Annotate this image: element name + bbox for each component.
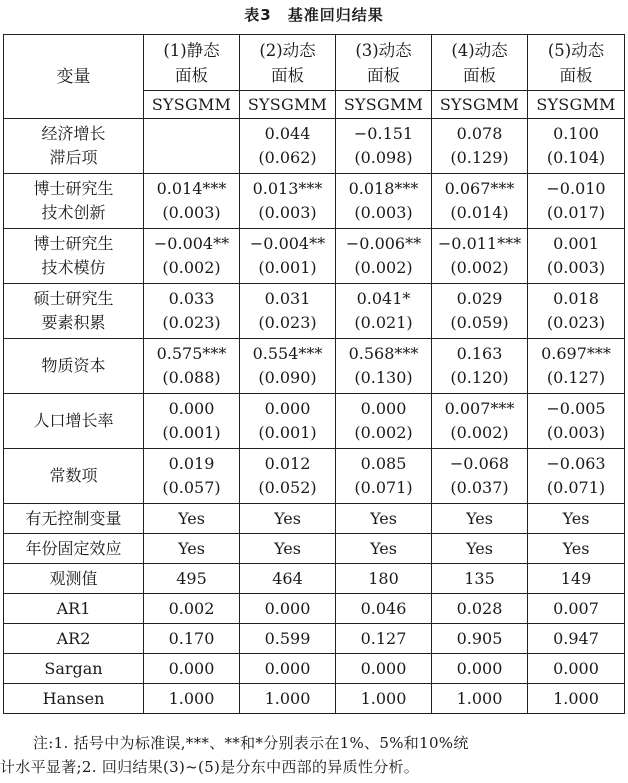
stat-cell: Yes: [144, 504, 240, 534]
stat-cell: 0.000: [240, 654, 336, 684]
method-cell: SYSGMM: [528, 91, 625, 119]
column-header-row: [4, 35, 625, 91]
stat-cell: 1.000: [240, 684, 336, 714]
column-header-2: (2)动态 面板: [240, 35, 336, 91]
row-label: Sargan: [4, 654, 144, 684]
table-row: [4, 119, 625, 174]
row-label: 博士研究生 技术创新: [4, 174, 144, 229]
stat-cell: Yes: [240, 534, 336, 564]
stat-cell: Yes: [240, 504, 336, 534]
coef-cell: 0.575*** (0.088): [144, 339, 240, 394]
row-label: 硕士研究生 要素积累: [4, 284, 144, 339]
row-label: 博士研究生 技术模仿: [4, 229, 144, 284]
stat-cell: Yes: [528, 534, 625, 564]
coef-cell: −0.006** (0.002): [336, 229, 432, 284]
stat-cell: 135: [432, 564, 528, 594]
row-label: 常数项: [4, 449, 144, 504]
table-row: [4, 174, 625, 229]
row-label: 有无控制变量: [4, 504, 144, 534]
table-row: [4, 624, 625, 654]
row-label: 年份固定效应: [4, 534, 144, 564]
coef-cell: 0.100 (0.104): [528, 119, 625, 174]
coef-cell: 0.001 (0.003): [528, 229, 625, 284]
coef-cell: 0.067*** (0.014): [432, 174, 528, 229]
stat-cell: 495: [144, 564, 240, 594]
stat-cell: 1.000: [432, 684, 528, 714]
stat-cell: 149: [528, 564, 625, 594]
stat-cell: 1.000: [144, 684, 240, 714]
coef-cell: 0.014*** (0.003): [144, 174, 240, 229]
row-label: AR1: [4, 594, 144, 624]
stat-cell: 1.000: [336, 684, 432, 714]
stat-cell: 0.007: [528, 594, 625, 624]
coef-cell: 0.078 (0.129): [432, 119, 528, 174]
stat-cell: 0.002: [144, 594, 240, 624]
table-note: [0, 731, 628, 779]
row-label: 观测值: [4, 564, 144, 594]
column-header-4: (4)动态 面板: [432, 35, 528, 91]
stat-cell: 0.000: [144, 654, 240, 684]
coef-cell: −0.004** (0.002): [144, 229, 240, 284]
stat-cell: 0.000: [336, 654, 432, 684]
method-cell: SYSGMM: [336, 91, 432, 119]
coef-cell: 0.568*** (0.130): [336, 339, 432, 394]
column-header-3: (3)动态 面板: [336, 35, 432, 91]
stat-cell: 1.000: [528, 684, 625, 714]
coef-cell: 0.697*** (0.127): [528, 339, 625, 394]
table-row: [4, 339, 625, 394]
row-label: 物质资本: [4, 339, 144, 394]
table-row: [4, 449, 625, 504]
table-row: [4, 504, 625, 534]
stat-cell: Yes: [432, 534, 528, 564]
variable-header: 变量: [4, 35, 144, 119]
coef-cell: 0.554*** (0.090): [240, 339, 336, 394]
stat-cell: Yes: [528, 504, 625, 534]
stat-cell: 464: [240, 564, 336, 594]
row-label: AR2: [4, 624, 144, 654]
coef-cell: −0.005 (0.003): [528, 394, 625, 449]
stat-cell: 0.000: [240, 594, 336, 624]
stat-cell: 0.905: [432, 624, 528, 654]
note-line-1: 注:1. 括号中为标准误,***、**和*分别表示在1%、5%和10%统: [33, 734, 469, 752]
table-row: [4, 594, 625, 624]
stat-cell: 0.000: [528, 654, 625, 684]
stat-cell: 0.599: [240, 624, 336, 654]
coef-cell: 0.018*** (0.003): [336, 174, 432, 229]
row-label: 经济增长 滞后项: [4, 119, 144, 174]
coef-cell: −0.151 (0.098): [336, 119, 432, 174]
table-row: [4, 394, 625, 449]
stat-cell: 0.000: [432, 654, 528, 684]
row-label: 人口增长率: [4, 394, 144, 449]
table-title: 表3 基准回归结果: [244, 6, 384, 24]
stat-cell: Yes: [336, 504, 432, 534]
coef-cell: 0.029 (0.059): [432, 284, 528, 339]
stat-cell: 0.170: [144, 624, 240, 654]
stat-cell: 0.046: [336, 594, 432, 624]
coef-cell: 0.085 (0.071): [336, 449, 432, 504]
method-cell: SYSGMM: [240, 91, 336, 119]
coef-cell: 0.000 (0.001): [240, 394, 336, 449]
coef-cell: 0.019 (0.057): [144, 449, 240, 504]
coef-cell: 0.031 (0.023): [240, 284, 336, 339]
stat-cell: 0.028: [432, 594, 528, 624]
note-line-2: 计水平显著;2. 回归结果(3)~(5)是分东中西部的异质性分析。: [0, 758, 420, 776]
coef-cell: 0.033 (0.023): [144, 284, 240, 339]
column-header-5: (5)动态 面板: [528, 35, 625, 91]
stat-cell: Yes: [432, 504, 528, 534]
coef-cell: −0.068 (0.037): [432, 449, 528, 504]
table-row: [4, 684, 625, 714]
coef-cell: 0.013*** (0.003): [240, 174, 336, 229]
coef-cell: 0.041* (0.021): [336, 284, 432, 339]
coef-cell: [144, 119, 240, 174]
table-row: [4, 534, 625, 564]
coef-cell: 0.044 (0.062): [240, 119, 336, 174]
coef-cell: 0.000 (0.002): [336, 394, 432, 449]
stat-cell: Yes: [144, 534, 240, 564]
table-row: [4, 229, 625, 284]
table-row: [4, 564, 625, 594]
table-row: [4, 654, 625, 684]
regression-table: [3, 34, 625, 714]
table-row: [4, 284, 625, 339]
method-cell: SYSGMM: [432, 91, 528, 119]
coef-cell: −0.011*** (0.002): [432, 229, 528, 284]
coef-cell: −0.010 (0.017): [528, 174, 625, 229]
stat-cell: 0.947: [528, 624, 625, 654]
stat-cell: 0.127: [336, 624, 432, 654]
coef-cell: 0.012 (0.052): [240, 449, 336, 504]
coef-cell: 0.000 (0.001): [144, 394, 240, 449]
stat-cell: Yes: [336, 534, 432, 564]
row-label: Hansen: [4, 684, 144, 714]
coef-cell: −0.063 (0.071): [528, 449, 625, 504]
coef-cell: 0.018 (0.023): [528, 284, 625, 339]
coef-cell: −0.004** (0.001): [240, 229, 336, 284]
method-cell: SYSGMM: [144, 91, 240, 119]
coef-cell: 0.007*** (0.002): [432, 394, 528, 449]
column-header-1: (1)静态 面板: [144, 35, 240, 91]
coef-cell: 0.163 (0.120): [432, 339, 528, 394]
stat-cell: 180: [336, 564, 432, 594]
